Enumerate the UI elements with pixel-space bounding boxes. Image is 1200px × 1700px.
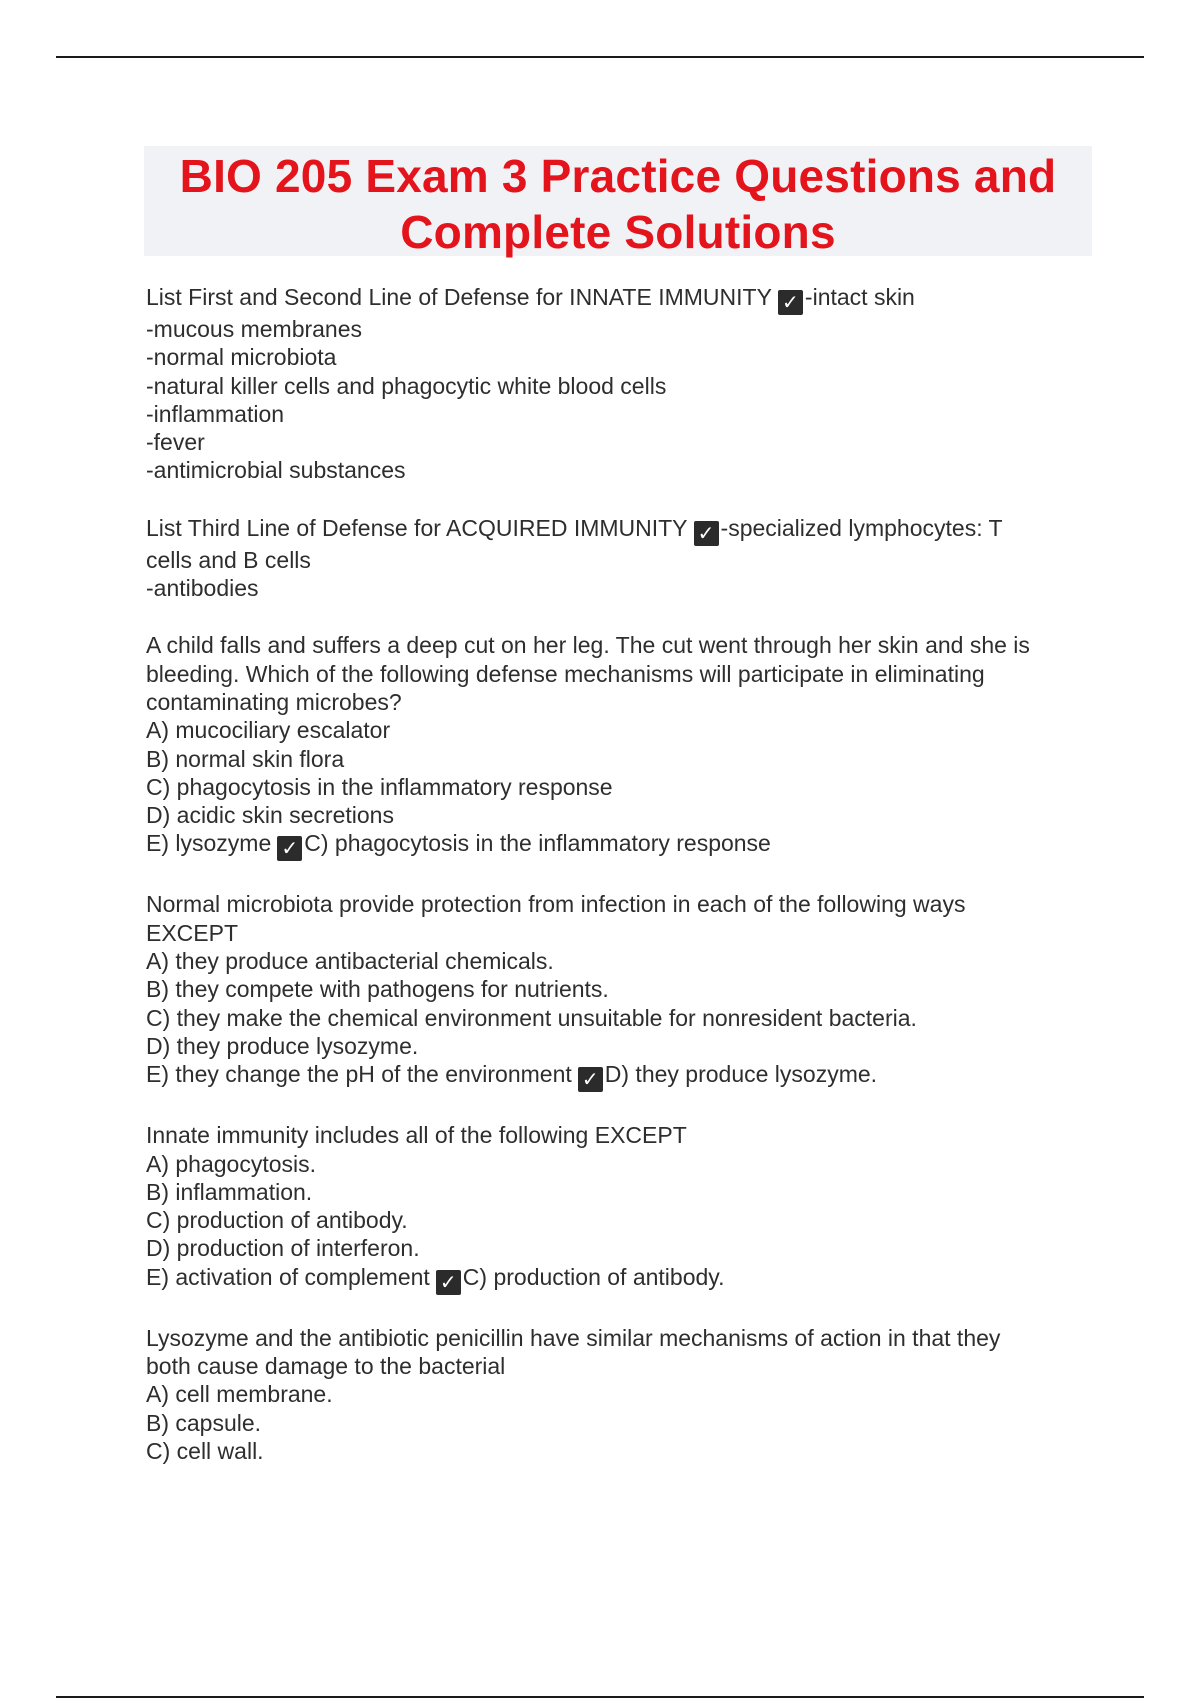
- question-line-text: B) they compete with pathogens for nutrients.: [146, 976, 609, 1003]
- question-line-text: EXCEPT: [146, 919, 239, 946]
- question-line: [146, 1409, 1096, 1437]
- question-block: [146, 631, 1096, 861]
- question-line: [146, 1352, 1096, 1380]
- question-line-text: E) lysozyme: [146, 830, 272, 857]
- question-line: [146, 1060, 1096, 1092]
- question-line: [146, 801, 1096, 829]
- question-line: [146, 975, 1096, 1003]
- answer-line: -fever: [146, 429, 205, 456]
- answer-line: cells and B cells: [146, 546, 311, 573]
- question-line-text: A) they produce antibacterial chemicals.: [146, 948, 554, 975]
- question-block: [146, 890, 1096, 1092]
- question-line: [146, 660, 1096, 688]
- question-line-text: C) cell wall.: [146, 1437, 264, 1464]
- answer-line: -antimicrobial substances: [146, 457, 406, 484]
- question-text: [146, 514, 1096, 546]
- question-line: [146, 1150, 1096, 1178]
- question-line-text: E) they change the pH of the environment: [146, 1061, 572, 1088]
- question-line-text: Normal microbiota provide protection from infection in each of the following ways: [146, 891, 966, 918]
- question-text: [146, 631, 1096, 659]
- question-line-text: both cause damage to the bacterial: [146, 1353, 506, 1380]
- question-line: [146, 829, 1096, 861]
- question-line: [146, 1263, 1096, 1295]
- question-line: [146, 1004, 1096, 1032]
- answer-text: -intact skin: [804, 284, 915, 310]
- question-line: [146, 1380, 1096, 1408]
- question-line-text: D) production of interferon.: [146, 1235, 420, 1262]
- question-line-text: C) phagocytosis in the inflammatory response: [146, 773, 613, 800]
- answer-line: -antibodies: [146, 575, 259, 602]
- question-line-text: B) inflammation.: [146, 1178, 313, 1205]
- question-line-text: Lysozyme and the antibiotic penicillin have similar mechanisms of action in that they: [146, 1324, 1001, 1351]
- question-line-text: C) production of antibody.: [146, 1207, 408, 1234]
- document-title-line-1: BIO 205 Exam 3 Practice Questions and: [179, 150, 1057, 202]
- question-line-text: Innate immunity includes all of the following EXCEPT: [146, 1122, 687, 1149]
- question-line-text: D) they produce lysozyme.: [146, 1032, 419, 1059]
- checkmark-icon: ✓: [778, 290, 803, 315]
- question-text: [146, 1324, 1096, 1352]
- question-line-text: List Third Line of Defense for ACQUIRED IMMUNITY: [146, 514, 688, 541]
- question-line: [146, 688, 1096, 716]
- question-line-text: C) they make the chemical environment unsuitable for nonresident bacteria.: [146, 1004, 917, 1031]
- checkmark-icon: ✓: [277, 836, 302, 861]
- checkmark-icon: ✓: [694, 521, 719, 546]
- question-line: [146, 947, 1096, 975]
- question-line-text: D) acidic skin secretions: [146, 802, 394, 829]
- document-title-line-2: Complete Solutions: [400, 206, 836, 258]
- answer-line: -normal microbiota: [146, 344, 337, 371]
- answer-line: -natural killer cells and phagocytic white blood cells: [146, 372, 667, 399]
- question-line: [146, 919, 1096, 947]
- question-line-text: A) cell membrane.: [146, 1381, 333, 1408]
- question-line-text: A child falls and suffers a deep cut on her leg. The cut went through her skin and she is: [146, 632, 1030, 659]
- question-line-text: bleeding. Which of the following defense mechanisms will participate in eliminating: [146, 660, 985, 687]
- question-text: [146, 1121, 1096, 1149]
- question-text: [146, 283, 1096, 315]
- question-block: [146, 1324, 1096, 1465]
- question-line: [146, 1206, 1096, 1234]
- answer-line: -inflammation: [146, 400, 285, 427]
- title-banner: [144, 146, 1092, 256]
- question-line: [146, 1437, 1096, 1465]
- question-block: [146, 514, 1096, 603]
- answer-text: C) production of antibody.: [462, 1263, 725, 1290]
- header-rule: [56, 56, 1144, 58]
- question-line-text: E) activation of complement: [146, 1263, 430, 1290]
- question-block: [146, 1121, 1096, 1294]
- question-line: [146, 773, 1096, 801]
- question-list: [146, 283, 1096, 1494]
- footer-rule: [56, 1696, 1144, 1698]
- checkmark-icon: ✓: [436, 1270, 461, 1295]
- question-block: [146, 283, 1096, 485]
- question-line-text: List First and Second Line of Defense for INNATE IMMUNITY: [146, 284, 772, 310]
- question-line: [146, 1178, 1096, 1206]
- answer-text: -specialized lymphocytes: T: [720, 514, 1003, 541]
- question-line-text: B) normal skin flora: [146, 745, 345, 772]
- question-line: [146, 1032, 1096, 1060]
- question-text: [146, 890, 1096, 918]
- question-line-text: contaminating microbes?: [146, 688, 402, 715]
- question-line-text: A) mucociliary escalator: [146, 717, 391, 744]
- question-line: [146, 745, 1096, 773]
- question-line-text: A) phagocytosis.: [146, 1150, 317, 1177]
- answer-line: -mucous membranes: [146, 316, 363, 342]
- question-line-text: B) capsule.: [146, 1409, 262, 1436]
- answer-text: C) phagocytosis in the inflammatory response: [304, 830, 771, 857]
- question-line: [146, 716, 1096, 744]
- question-line: [146, 1234, 1096, 1262]
- checkmark-icon: ✓: [578, 1067, 603, 1092]
- answer-text: D) they produce lysozyme.: [604, 1061, 878, 1088]
